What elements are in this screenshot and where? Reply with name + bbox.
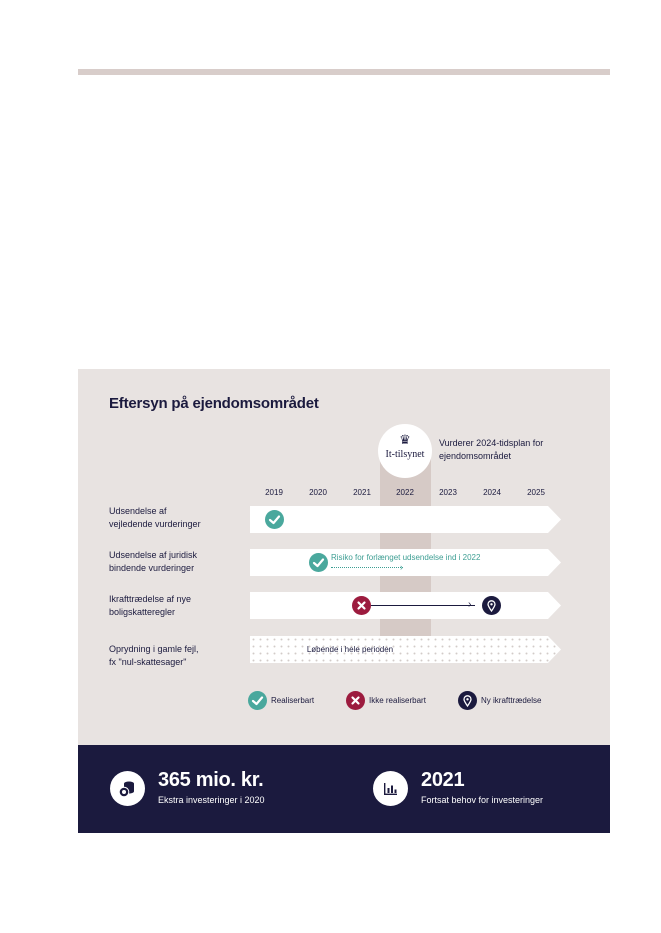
legend-item-ikke-realiserbart: [346, 691, 426, 711]
stat-value: 365 mio. kr.: [158, 769, 264, 791]
year-label: 2022: [396, 488, 414, 497]
year-label: 2024: [483, 488, 501, 497]
logo-note: Vurderer 2024-tidsplan for ejendomsområdet: [439, 438, 544, 461]
stat-label: Ekstra investeringer i 2020: [158, 795, 265, 805]
arrow-head-icon: ›: [400, 562, 403, 572]
year-label: 2025: [527, 488, 545, 497]
year-label: 2019: [265, 488, 283, 497]
crown-icon: ♛: [399, 432, 411, 447]
year-label: 2020: [309, 488, 327, 497]
row-label: Udsendelse af juridisk bindende vurderinger: [109, 550, 198, 573]
dotted-arrow-line: [331, 567, 403, 568]
legend-item-realiserbart: [248, 691, 314, 711]
stat-label: Fortsat behov for investeringer: [421, 795, 544, 805]
arrow-head-icon: ›: [468, 599, 472, 610]
it-tilsynet-logo: [378, 424, 432, 478]
cross-icon: [352, 596, 371, 615]
year-axis: [0, 488, 661, 500]
timeline-bar: [250, 506, 561, 533]
solid-arrow-line: [371, 605, 475, 606]
row-label: Udsendelse af vejledende vurderinger: [109, 506, 201, 529]
logo-text: It-tilsynet: [385, 449, 425, 460]
legend-label: Ikke realiserbart: [369, 696, 426, 705]
check-icon: [248, 691, 267, 710]
cross-icon: [346, 691, 365, 710]
legend-label: Realiserbart: [271, 696, 315, 705]
year-label: 2021: [353, 488, 371, 497]
row-label: Oprydning i gamle fejl, fx "nul-skattesager": [109, 644, 199, 667]
legend-item-ny-ikrafttraedelse: [458, 691, 541, 711]
period-bar-label: Løbende i hele perioden: [306, 645, 394, 654]
row-label: Ikrafttrædelse af nye boligskatteregler: [109, 594, 192, 617]
coins-icon: [110, 771, 145, 806]
top-divider-bar: [78, 69, 610, 75]
check-icon: [265, 510, 284, 529]
check-icon: [309, 553, 328, 572]
bar-chart-icon: [373, 771, 408, 806]
year-label: 2023: [439, 488, 457, 497]
risk-annotation: Risiko for forlænget udsendelse ind i 2022: [331, 553, 481, 562]
stat-value: 2021: [421, 769, 465, 791]
location-pin-icon: [482, 596, 501, 615]
location-pin-icon: [458, 691, 477, 710]
figure-title: Eftersyn på ejendomsområdet: [109, 395, 319, 412]
legend-label: Ny ikrafttrædelse: [481, 696, 542, 705]
